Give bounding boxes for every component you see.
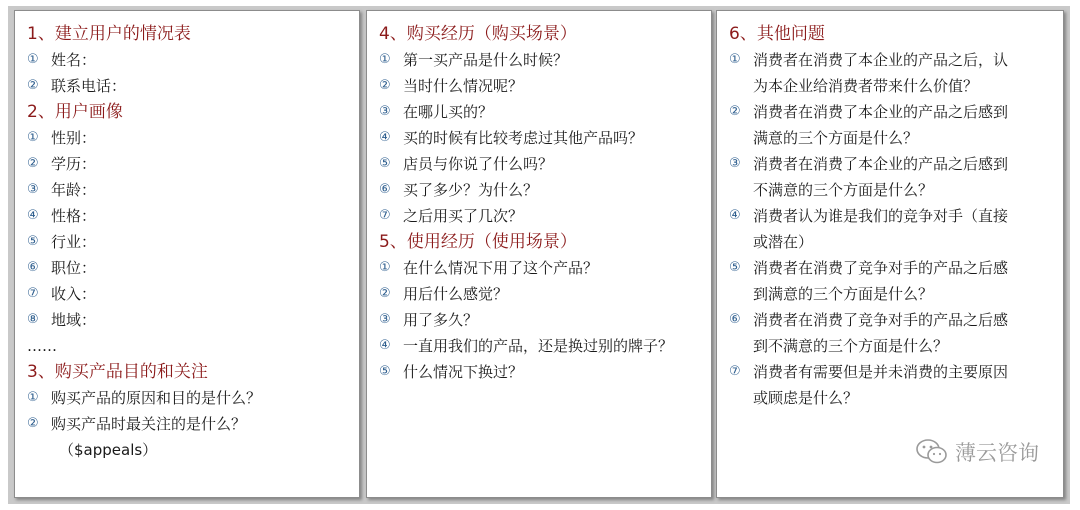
item-number: ⑥	[27, 260, 39, 275]
item-text: 收入：	[51, 285, 97, 303]
list-item	[379, 307, 701, 333]
list-item	[379, 281, 701, 307]
section-title-user-persona: 2、用户画像	[27, 102, 123, 122]
item-text: 年龄：	[51, 181, 97, 199]
item-number: ③	[379, 312, 391, 327]
item-number: ①	[379, 260, 391, 275]
item-text: 之后用买了几次？	[403, 207, 524, 225]
item-text: 一直用我们的产品，还是换过别的牌子？	[403, 337, 674, 355]
item-number: ①	[27, 52, 39, 67]
list-item	[27, 203, 349, 229]
item-number: ③	[729, 156, 741, 171]
item-number: ②	[27, 156, 39, 171]
item-number: ③	[379, 104, 391, 119]
list-item	[379, 359, 701, 385]
section-title-other-questions: 6、其他问题	[729, 24, 825, 44]
item-number: ①	[379, 52, 391, 67]
list-item	[379, 99, 701, 125]
list-item	[379, 255, 701, 281]
item-text: 用了多久？	[403, 311, 479, 329]
item-text: 地域：	[51, 311, 97, 329]
item-text: 买的时候有比较考虑过其他产品吗？	[403, 129, 644, 147]
item-text: 买了多少？为什么？	[403, 181, 539, 199]
item-number: ⑤	[379, 364, 391, 379]
list-item	[379, 333, 701, 359]
item-number: ⑤	[379, 156, 391, 171]
list-item	[729, 203, 1053, 255]
list-item	[27, 73, 349, 99]
item-text: 购买产品的原因和目的是什么？	[51, 389, 262, 407]
list-item	[379, 73, 701, 99]
item-number: ⑦	[379, 208, 391, 223]
list-item	[729, 47, 1053, 99]
item-text: 第一买产品是什么时候？	[403, 51, 569, 69]
item-number: ⑥	[379, 182, 391, 197]
list-item	[729, 359, 1053, 411]
watermark-text: 薄云咨询	[955, 441, 1039, 465]
watermark	[915, 437, 1039, 467]
item-number: ②	[27, 78, 39, 93]
item-number: ②	[379, 286, 391, 301]
list-item	[27, 281, 349, 307]
list-item	[27, 307, 349, 333]
item-text: 性格：	[51, 207, 97, 225]
item-number: ①	[729, 52, 741, 67]
item-text: 消费者在消费了本企业的产品之后，认 为本企业给消费者带来什么价值？	[753, 51, 1009, 95]
item-continuation: （$appeals）	[59, 441, 158, 459]
list-item	[379, 151, 701, 177]
item-text: 消费者在消费了本企业的产品之后感到 满意的三个方面是什么？	[753, 103, 1009, 147]
item-number: ②	[729, 104, 741, 119]
item-number: ⑥	[729, 312, 741, 327]
item-text: 消费者在消费了竞争对手的产品之后感 到满意的三个方面是什么？	[753, 259, 1009, 303]
list-item	[27, 177, 349, 203]
item-number: ①	[27, 390, 39, 405]
item-number: ⑤	[27, 234, 39, 249]
list-item	[27, 47, 349, 73]
item-number: ③	[27, 182, 39, 197]
item-text: 消费者认为谁是我们的竞争对手（直接 或潜在）	[753, 207, 1009, 251]
list-item	[27, 229, 349, 255]
section-title-purchase-purpose: 3、购买产品目的和关注	[27, 362, 208, 382]
item-text: 消费者在消费了本企业的产品之后感到 不满意的三个方面是什么？	[753, 155, 1009, 199]
panel-purchase-usage	[366, 10, 712, 498]
item-number: ④	[379, 130, 391, 145]
item-number: ⑤	[729, 260, 741, 275]
list-item	[27, 151, 349, 177]
section-title-usage-experience: 5、使用经历（使用场景）	[379, 232, 577, 252]
item-text: 消费者在消费了竞争对手的产品之后感 到不满意的三个方面是什么？	[753, 311, 1009, 355]
item-text: 什么情况下换过？	[403, 363, 524, 381]
list-item	[27, 385, 349, 411]
item-text: 行业：	[51, 233, 97, 251]
list-item	[729, 151, 1053, 203]
item-text: 职位：	[51, 259, 97, 277]
item-number: ④	[27, 208, 39, 223]
list-item	[729, 307, 1053, 359]
item-text: 当时什么情况呢？	[403, 77, 524, 95]
item-number: ②	[27, 416, 39, 431]
section-title-user-info: 1、建立用户的情况表	[27, 24, 191, 44]
list-item	[379, 47, 701, 73]
list-item	[27, 255, 349, 281]
list-item	[379, 203, 701, 229]
list-item	[379, 125, 701, 151]
item-text: 店员与你说了什么吗？	[403, 155, 554, 173]
item-text: 性别：	[51, 129, 97, 147]
item-number: ①	[27, 130, 39, 145]
section-title-purchase-experience: 4、购买经历（购买场景）	[379, 24, 577, 44]
item-number: ⑦	[729, 364, 741, 379]
item-text: 消费者有需要但是并未消费的主要原因 或顾虑是什么？	[753, 363, 1009, 407]
ellipsis: ……	[27, 337, 57, 355]
list-item	[729, 99, 1053, 151]
panel-user-profile	[14, 10, 360, 498]
item-number: ⑧	[27, 312, 39, 327]
list-item	[379, 177, 701, 203]
item-number: ⑦	[27, 286, 39, 301]
item-text: 联系电话：	[51, 77, 127, 95]
item-number: ②	[379, 78, 391, 93]
item-text: 购买产品时最关注的是什么？	[51, 415, 247, 433]
item-text: 姓名：	[51, 51, 97, 69]
item-text: 学历：	[51, 155, 97, 173]
item-number: ④	[379, 338, 391, 353]
item-text: 用后什么感觉？	[403, 285, 509, 303]
panel-other-questions	[716, 10, 1064, 498]
item-number: ④	[729, 208, 741, 223]
list-item	[27, 125, 349, 151]
list-item	[729, 255, 1053, 307]
item-text: 在什么情况下用了这个产品？	[403, 259, 599, 277]
wechat-icon	[915, 438, 949, 466]
item-text: 在哪儿买的？	[403, 103, 494, 121]
list-item	[27, 411, 349, 437]
